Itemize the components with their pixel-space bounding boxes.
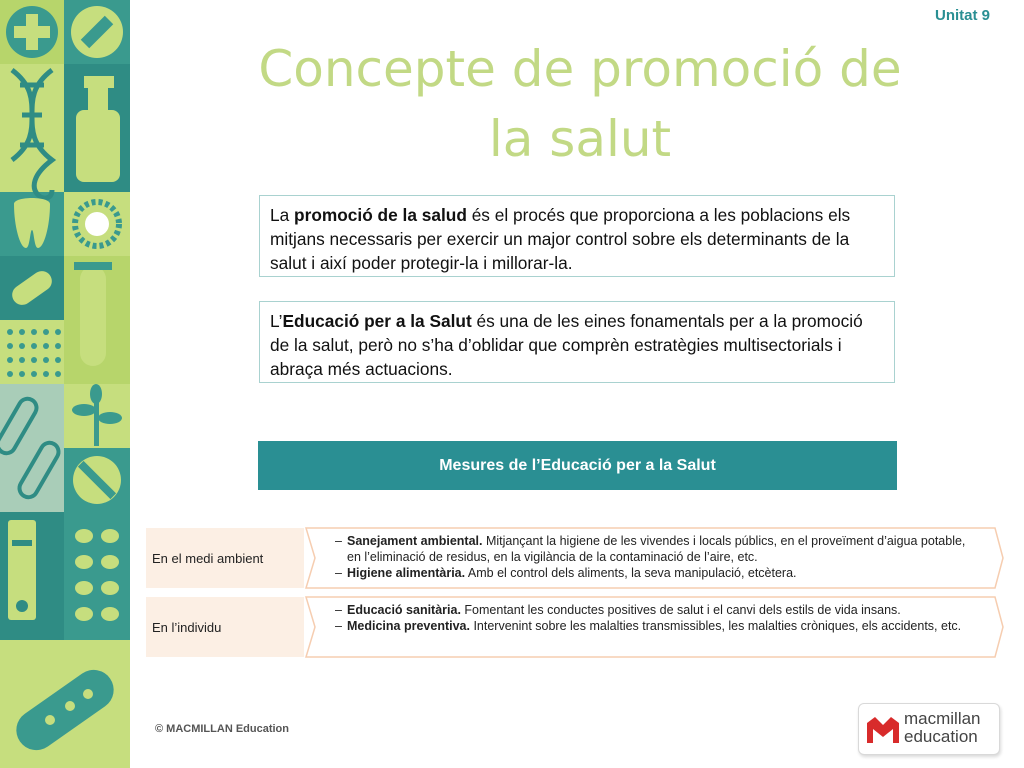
title-line-2: la salut: [488, 110, 672, 168]
list-item: – Medicina preventiva. Intervenint sobre les malalties transmissibles, les malalties cròniques, els accidents, etc.: [335, 619, 962, 633]
education-box: [259, 301, 895, 383]
binder-icon: [8, 520, 36, 620]
decorative-sidebar: [0, 0, 130, 768]
row-content-individual: [305, 596, 1005, 658]
macmillan-logo: [858, 703, 1000, 755]
cross-icon: [6, 6, 58, 58]
education-text: és una de les eines fonamentals per a la promoció de la salut, però no s’ha d’oblidar que comprèn estratègies multisectorials i abraça més actuacions.: [270, 311, 863, 379]
education-pre: L’: [270, 311, 283, 331]
logo-line-1: macmillan: [904, 709, 981, 728]
title-line-1: Concepte de promoció de: [258, 40, 902, 98]
tablet-icon: [73, 456, 121, 504]
definition-pre: La: [270, 205, 295, 225]
row-label-environment: En el medi ambient: [146, 528, 304, 588]
list-item: – Educació sanitària. Fomentant les conductes positives de salut i el canvi dels estils de vida insans.: [335, 603, 901, 617]
measures-banner: Mesures de l’Educació per a la Salut: [258, 441, 897, 490]
row-content-environment: [305, 527, 1005, 589]
row-label-individual: En l’individu: [146, 597, 304, 657]
copyright-notice: © MACMILLAN Education: [155, 723, 289, 735]
unit-label: Unitat 9: [934, 7, 990, 24]
macmillan-logo-icon: [865, 713, 901, 745]
definition-term: promoció de la salud: [294, 205, 467, 225]
page-title: [220, 34, 940, 174]
list-item: – Higiene alimentària. Amb el control dels aliments, la seva manipulació, etcètera.: [335, 566, 797, 580]
definition-box: [259, 195, 895, 277]
education-term: Educació per a la Salut: [282, 311, 472, 331]
definition-text: és el procés que proporciona a les poblacions els mitjans necessaris per exercir un major control sobre els determinants de la salut i així poder protegir-la i millorar-la.: [270, 205, 851, 273]
list-item: – Sanejament ambiental. Mitjançant la higiene de les vivendes i locals públics, en el proveïment d’aigua potable, en l’eliminació de residus, en la vigilància de la contaminació de l’aire, etc.: [335, 534, 966, 564]
pill-icon: [71, 6, 123, 58]
logo-line-2: education: [904, 727, 978, 746]
